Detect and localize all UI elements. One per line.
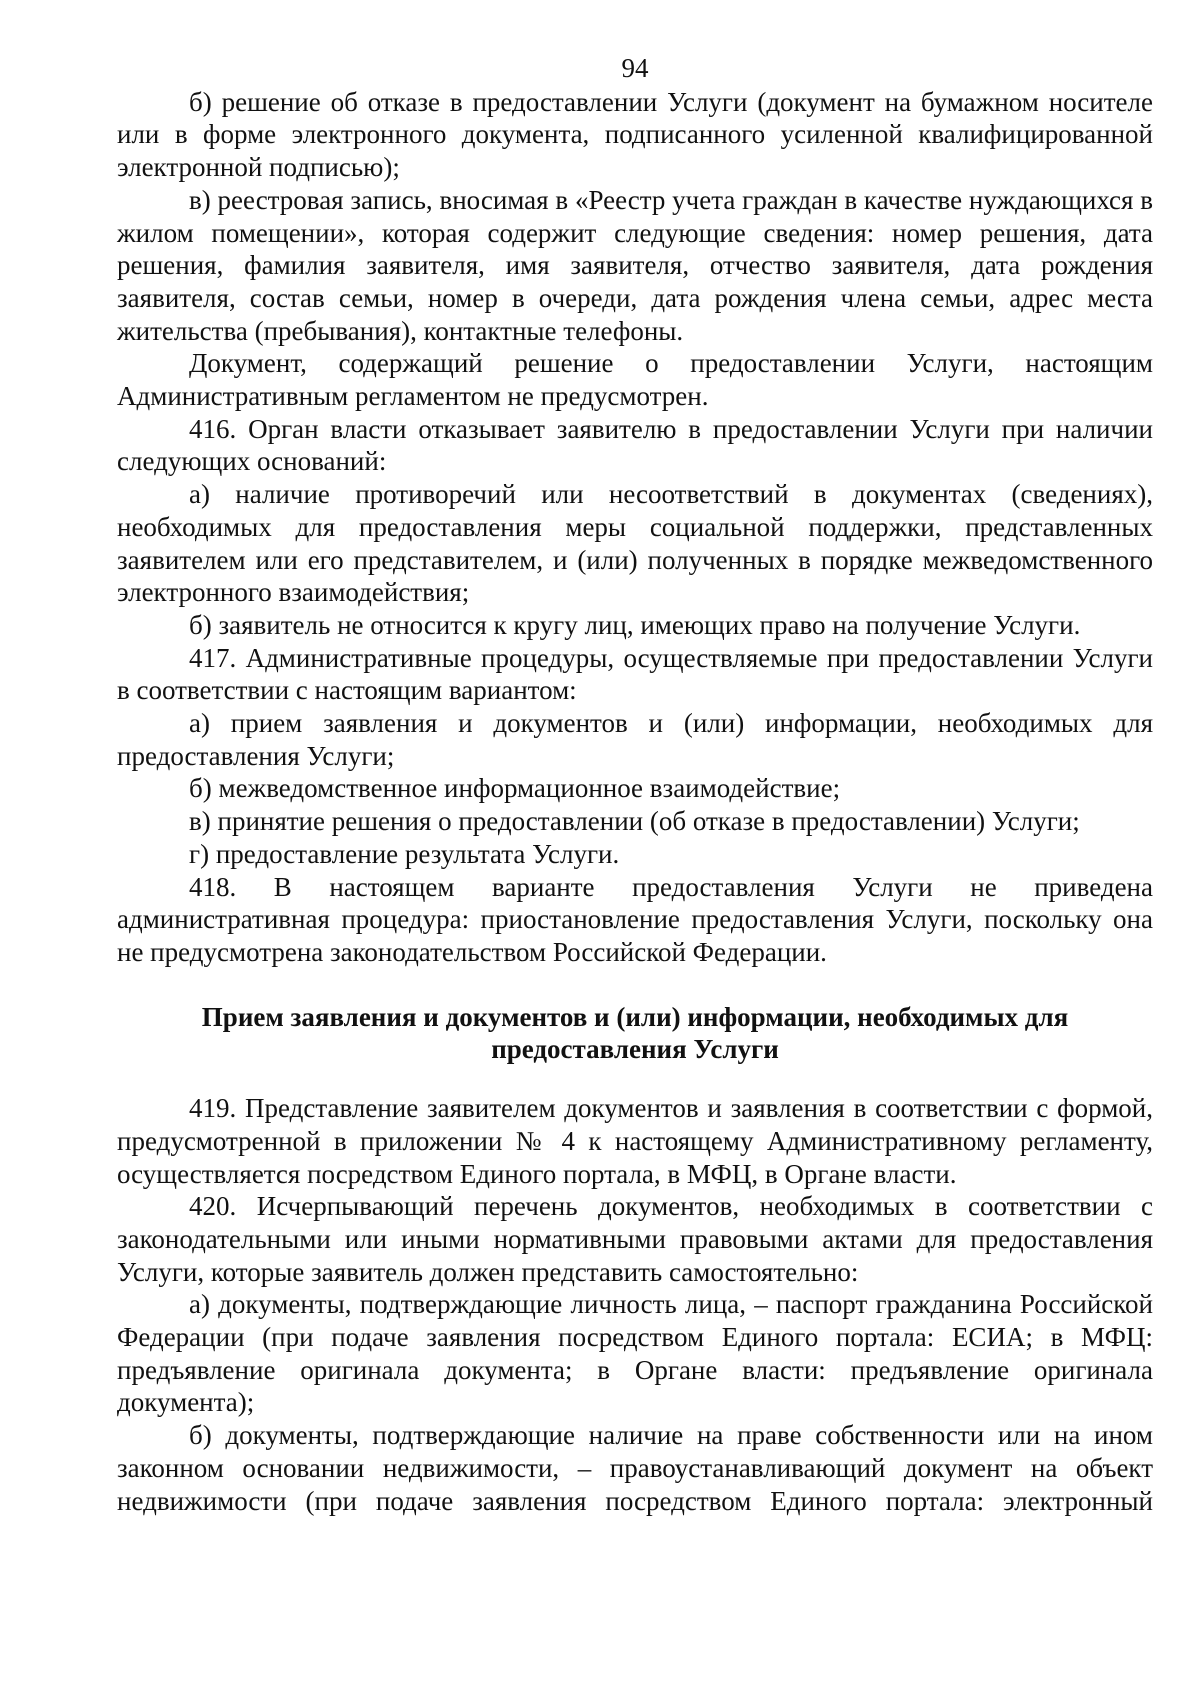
paragraph-decision-refusal: б) решение об отказе в предоставлении Услуги (документ на бумажном носителе или в форме электронного документа, подписанного усиленной квалифицированной электронной подписью); [117, 86, 1153, 183]
paragraph-417-c: в) принятие решения о предоставлении (об отказе в предоставлении) Услуги; [189, 806, 1080, 837]
paragraph-420: 420. Исчерпывающий перечень документов, необходимых в соответствии с законодательными или иными нормативными правовыми актами для предоставления Услуги, которые заявитель должен представить самостоятельно: [117, 1191, 1153, 1287]
document-page [117, 52, 1153, 1517]
paragraph-registry-record: в) реестровая запись, вносимая в «Реестр учета граждан в качестве нуждающихся в жилом помещении», которая содержит следующие сведения: номер решения, дата решения, фамилия заявителя, имя заявителя, отчество заявителя, дата рождения заявителя, состав семьи, номер в очереди, дата рождения члена семьи, адрес места жительства (пребывания), контактные телефоны. [117, 184, 1153, 346]
section-heading-line-2: предоставления Услуги [491, 1034, 779, 1065]
paragraph-420-b: б) документы, подтверждающие наличие на праве собственности или на ином законном основании недвижимости, – правоустанавливающий документ на объект недвижимости (при подаче заявления посредством Единого портала: электронный [117, 1420, 1153, 1516]
paragraph-416-a: а) наличие противоречий или несоответствий в документах (сведениях), необходимых для предоставления меры социальной поддержки, представленных заявителем или его представителем, и (или) полученных в порядке межведомственного электронного взаимодействия; [117, 479, 1153, 608]
paragraph-417: 417. Административные процедуры, осуществляемые при предоставлении Услуги в соответствии с настоящим вариантом: [117, 642, 1153, 706]
section-heading-line-1: Прием заявления и документов и (или) информации, необходимых для [201, 1001, 1069, 1032]
section-heading [117, 1001, 1153, 1066]
paragraph-416-b: б) заявитель не относится к кругу лиц, имеющих право на получение Услуги. [189, 609, 1081, 640]
paragraph-417-b: б) межведомственное информационное взаимодействие; [189, 773, 841, 804]
paragraph-420-a: а) документы, подтверждающие личность лица, – паспорт гражданина Российской Федерации (при подаче заявления посредством Единого портала: ЕСИА; в МФЦ: предъявление оригинала документа; в Органе власти: предъявление оригинала документа); [117, 1289, 1153, 1418]
paragraph-document-not-provided: Документ, содержащий решение о предоставлении Услуги, настоящим Административным регламентом не предусмотрен. [117, 348, 1153, 412]
paragraph-417-d: г) предоставление результата Услуги. [189, 838, 620, 869]
paragraph-418: 418. В настоящем варианте предоставления Услуги не приведена административная процедура: приостановление предоставления Услуги, поскольку она не предусмотрена законодательством Российской Федерации. [117, 871, 1153, 967]
paragraph-417-a: а) прием заявления и документов и (или) информации, необходимых для предоставления Услуги; [117, 708, 1153, 771]
paragraph-416: 416. Орган власти отказывает заявителю в предоставлении Услуги при наличии следующих оснований: [117, 413, 1153, 477]
paragraph-419: 419. Представление заявителем документов и заявления в соответствии с формой, предусмотренной в приложении № 4 к настоящему Административному регламенту, осуществляется посредством Единого портала, в МФЦ, в Органе власти. [117, 1093, 1153, 1189]
page-number: 94 [621, 53, 649, 83]
